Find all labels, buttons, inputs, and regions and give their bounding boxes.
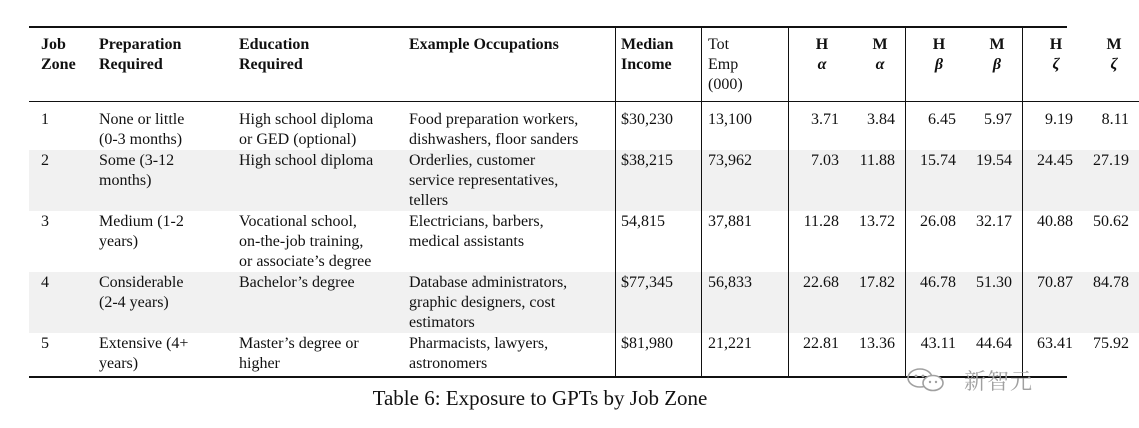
header-education: Education Required (239, 36, 310, 73)
cell-h-alpha: 3.71 (789, 102, 848, 150)
cell-example-occupations: Database administrators, graphic designers, cost estimators (409, 272, 616, 333)
watermark-text: 新智元 (964, 370, 1034, 395)
cell-preparation: Extensive (4+ years) (99, 335, 189, 372)
cell-m-zeta: 50.62 (1093, 213, 1129, 230)
wechat-icon (906, 367, 958, 393)
header-m-zeta: M ζ (1106, 36, 1122, 73)
cell-total-employment: 56,833 (702, 272, 789, 333)
cell-example-occupations: Pharmacists, lawyers, astronomers (409, 335, 549, 372)
header-total-employment: Tot Emp (000) (702, 28, 789, 101)
cell-m-beta: 32.17 (976, 213, 1012, 230)
cell-m-alpha: 13.36 (859, 335, 895, 352)
table-row (29, 150, 1139, 211)
cell-preparation: Considerable (2-4 years) (99, 272, 239, 333)
cell-preparation: None or little (0-3 months) (99, 111, 185, 148)
table-row (29, 211, 1139, 272)
cell-total-employment: 73,962 (702, 150, 789, 211)
cell-h-alpha: 7.03 (789, 150, 848, 211)
cell-m-beta: 44.64 (976, 335, 1012, 352)
header-h-alpha: H α (789, 28, 848, 101)
cell-m-zeta: 84.78 (1081, 272, 1139, 333)
cell-h-zeta: 63.41 (1023, 333, 1082, 376)
header-h-zeta: H ζ (1023, 28, 1082, 101)
table-caption: Table 6: Exposure to GPTs by Job Zone (372, 386, 708, 410)
table-row (29, 272, 1139, 333)
cell-m-beta: 19.54 (964, 150, 1023, 211)
cell-education: Vocational school, on-the-job training, or associate’s degree (239, 213, 372, 270)
watermark (906, 363, 1056, 397)
header-example-occupations: Example Occupations (409, 36, 559, 53)
cell-h-beta: 6.45 (906, 102, 965, 150)
cell-job-zone: 1 (41, 111, 49, 128)
cell-job-zone: 3 (41, 213, 49, 230)
header-m-beta: M β (989, 36, 1005, 73)
cell-education: Master’s degree or higher (239, 335, 359, 372)
cell-h-beta: 15.74 (906, 150, 965, 211)
cell-example-occupations: Food preparation workers, dishwashers, floor sanders (409, 111, 579, 148)
header-m-alpha: M α (872, 36, 888, 73)
cell-m-alpha: 17.82 (847, 272, 906, 333)
cell-total-employment: 37,881 (702, 211, 789, 272)
cell-job-zone: 4 (29, 272, 99, 333)
cell-example-occupations: Orderlies, customer service representatives, tellers (409, 150, 616, 211)
cell-h-zeta: 70.87 (1023, 272, 1082, 333)
header-h-beta: H β (906, 28, 965, 101)
cell-median-income: $38,215 (616, 150, 702, 211)
cell-preparation: Medium (1-2 years) (99, 213, 184, 250)
cell-median-income: $77,345 (616, 272, 702, 333)
cell-job-zone: 5 (41, 335, 49, 352)
cell-education: High school diploma or GED (optional) (239, 111, 374, 148)
cell-m-zeta: 8.11 (1101, 111, 1129, 128)
cell-h-alpha: 22.81 (789, 333, 848, 376)
cell-m-alpha: 3.84 (867, 111, 895, 128)
cell-m-beta: 51.30 (964, 272, 1023, 333)
cell-h-alpha: 22.68 (789, 272, 848, 333)
cell-h-beta: 26.08 (906, 211, 965, 272)
cell-total-employment: 21,221 (702, 333, 789, 376)
cell-h-zeta: 24.45 (1023, 150, 1082, 211)
cell-h-alpha: 11.28 (789, 211, 848, 272)
cell-median-income: $30,230 (616, 102, 702, 150)
cell-m-zeta: 27.19 (1081, 150, 1139, 211)
cell-h-beta: 43.11 (906, 333, 965, 376)
cell-h-zeta: 40.88 (1023, 211, 1082, 272)
cell-total-employment: 13,100 (702, 102, 789, 150)
table-row (29, 102, 1139, 150)
table-header-row (29, 28, 1139, 101)
header-median-income: Median Income (616, 28, 702, 101)
header-job-zone: Job Zone (41, 36, 76, 73)
cell-example-occupations: Electricians, barbers, medical assistants (409, 213, 544, 250)
cell-m-zeta: 75.92 (1093, 335, 1129, 352)
cell-median-income: $81,980 (616, 333, 702, 376)
cell-h-beta: 46.78 (906, 272, 965, 333)
cell-m-beta: 5.97 (984, 111, 1012, 128)
cell-preparation: Some (3-12 months) (99, 150, 239, 211)
header-preparation: Preparation Required (99, 36, 182, 73)
cell-m-alpha: 11.88 (847, 150, 906, 211)
cell-job-zone: 2 (29, 150, 99, 211)
exposure-table (29, 26, 1129, 378)
cell-median-income: 54,815 (616, 211, 702, 272)
cell-m-alpha: 13.72 (859, 213, 895, 230)
cell-education: Bachelor’s degree (239, 272, 409, 333)
cell-h-zeta: 9.19 (1023, 102, 1082, 150)
cell-education: High school diploma (239, 150, 409, 211)
